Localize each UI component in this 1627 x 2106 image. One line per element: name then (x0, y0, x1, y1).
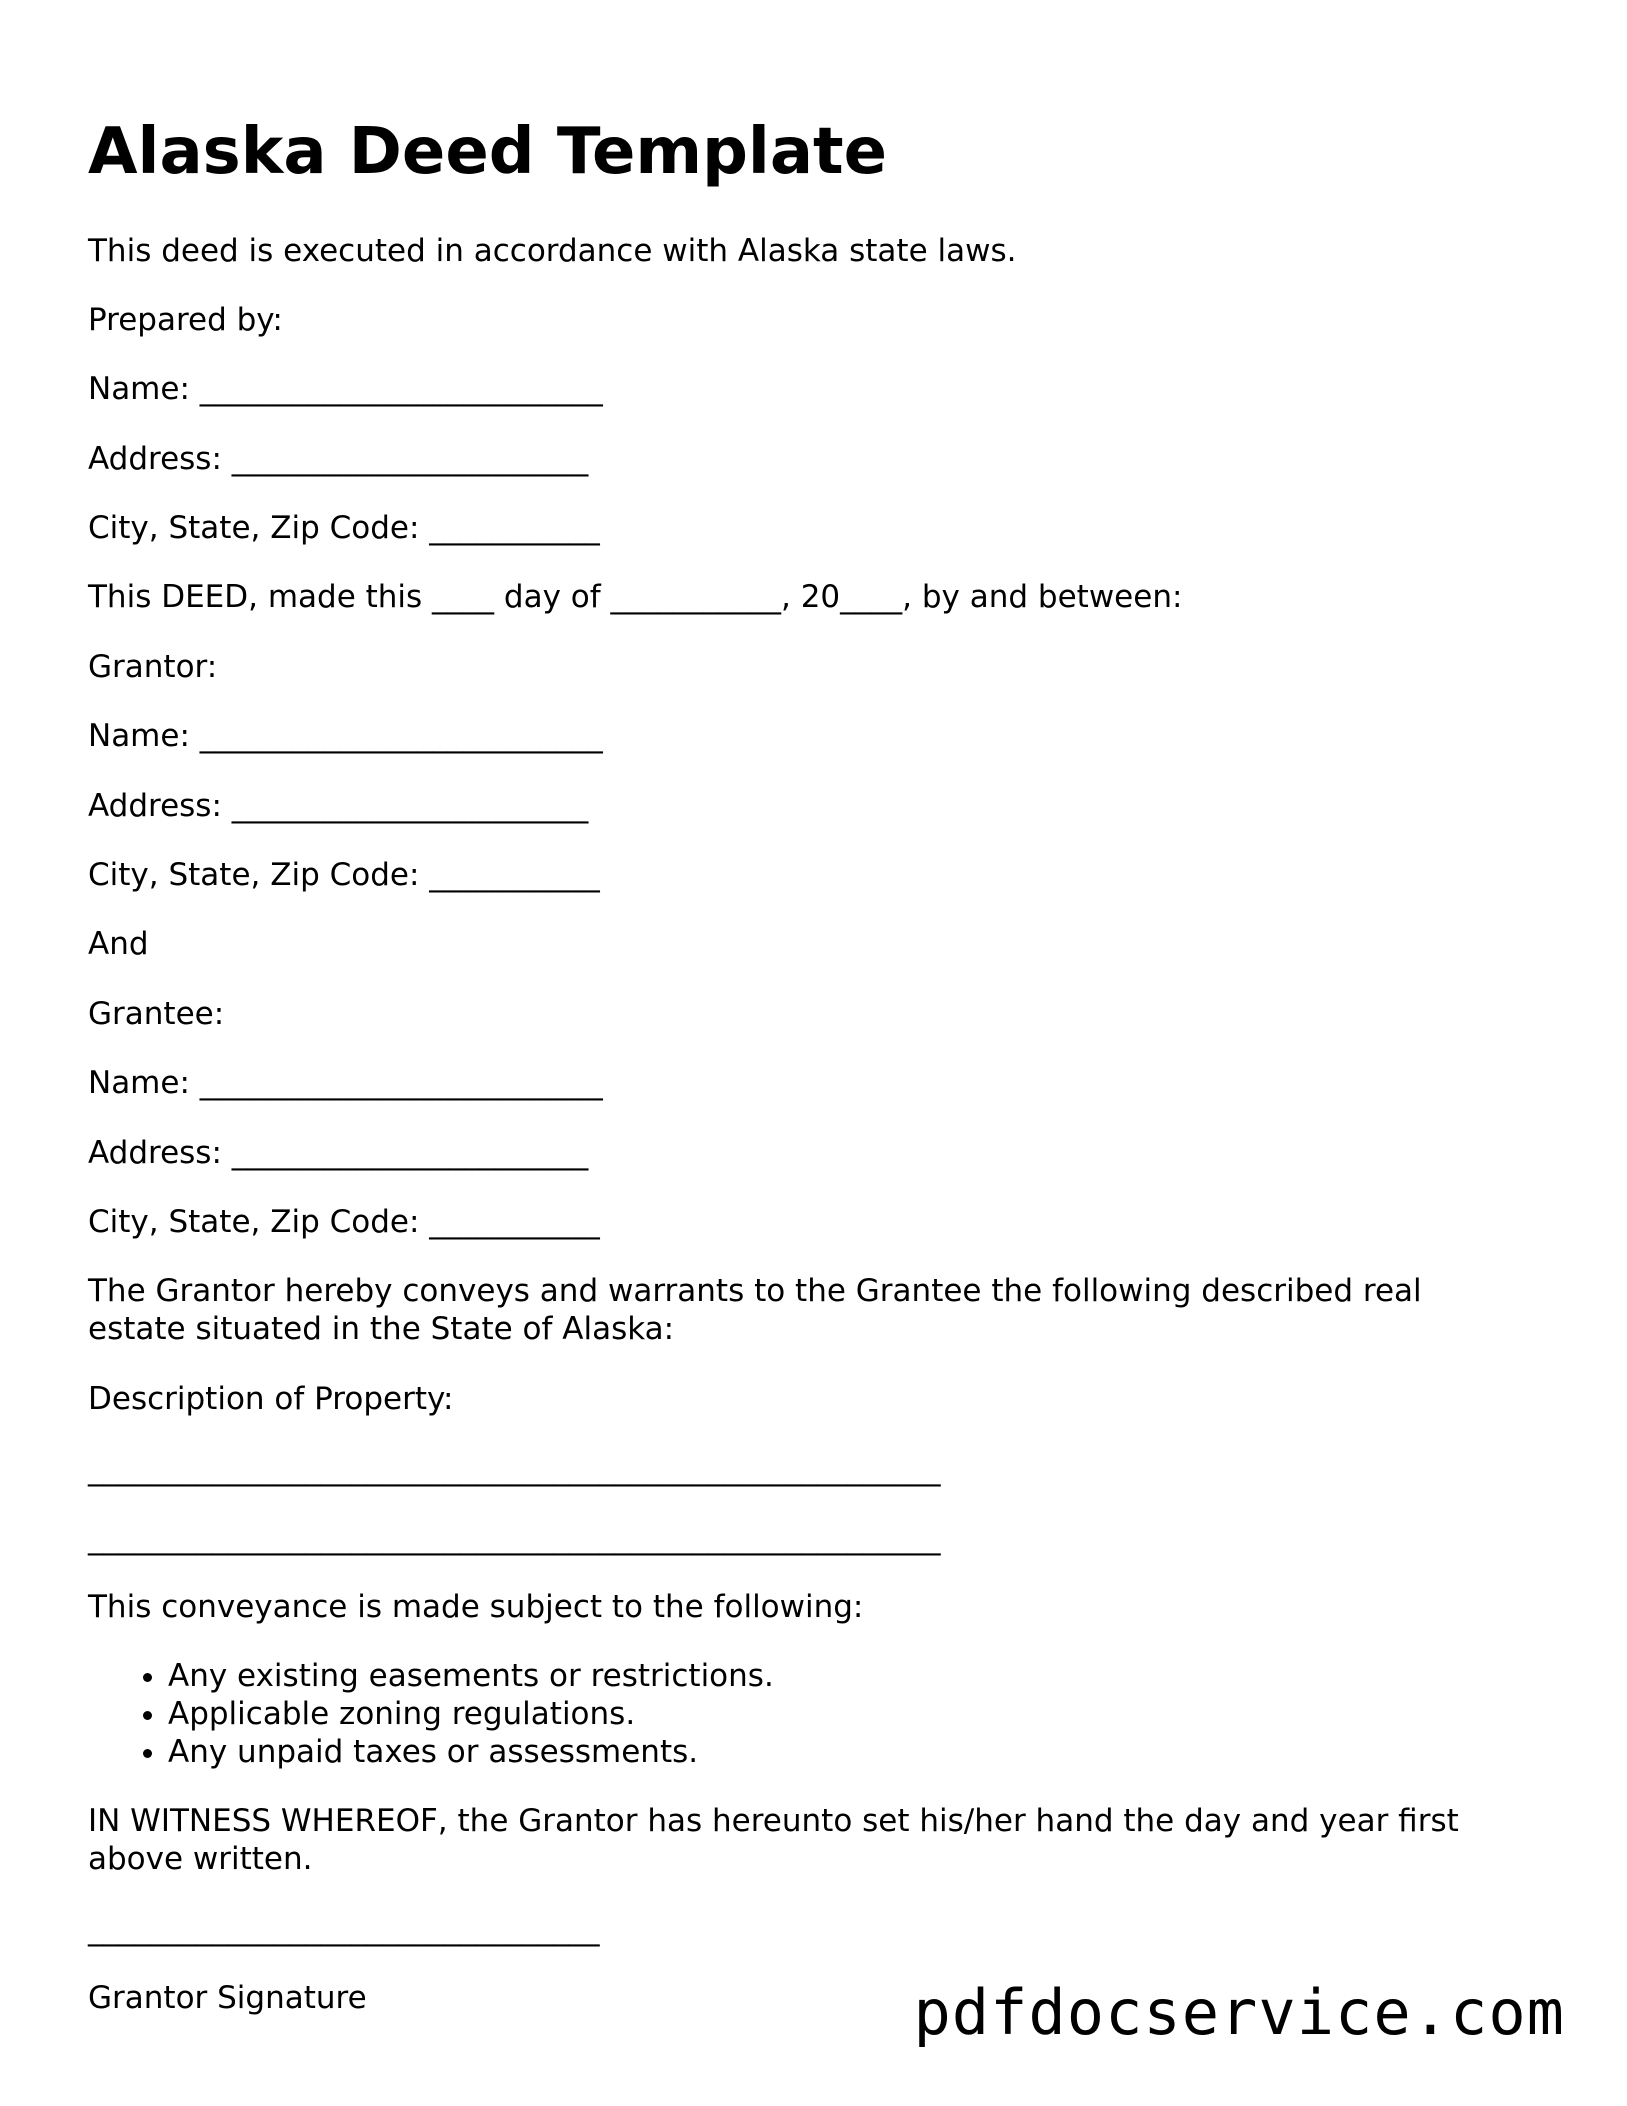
property-description-blank-2: _______________________________________________________ (88, 1520, 941, 1556)
prepared-by-address-field: Address: _______________________ (88, 441, 589, 477)
grantee-address-field: Address: _______________________ (88, 1135, 589, 1171)
grantee-name-field: Name: __________________________ (88, 1065, 603, 1101)
grantor-heading: Grantor: (88, 649, 218, 685)
page-title: Alaska Deed Template (88, 115, 887, 189)
watermark-text: pdfdocservice.com (913, 1976, 1565, 2049)
witness-text: IN WITNESS WHEREOF, the Grantor has hereunto set his/her hand the day and year first above written. (88, 1803, 1459, 1877)
grantor-address-field: Address: _______________________ (88, 788, 589, 824)
deed-date-line: This DEED, made this ____ day of ___________, 20____, by and between: (88, 579, 1183, 615)
property-description-blank-1: _______________________________________________________ (88, 1451, 941, 1487)
and-label: And (88, 926, 149, 962)
signature-label: Grantor Signature (88, 1980, 367, 2016)
prepared-by-heading: Prepared by: (88, 302, 283, 338)
condition-item: • Any existing easements or restrictions. (168, 1657, 774, 1695)
grantor-city-field: City, State, Zip Code: ___________ (88, 857, 600, 893)
grantee-heading: Grantee: (88, 996, 225, 1032)
condition-item: • Any unpaid taxes or assessments. (168, 1733, 774, 1771)
conditions-list (88, 1657, 774, 1771)
prepared-by-name-field: Name: __________________________ (88, 371, 603, 407)
property-description-heading: Description of Property: (88, 1381, 454, 1417)
intro-text: This deed is executed in accordance with Alaska state laws. (88, 233, 1017, 269)
prepared-by-city-field: City, State, Zip Code: ___________ (88, 510, 600, 546)
condition-item: • Applicable zoning regulations. (168, 1695, 774, 1733)
signature-line: _________________________________ (88, 1911, 600, 1947)
grantor-name-field: Name: __________________________ (88, 718, 603, 754)
subject-heading: This conveyance is made subject to the following: (88, 1589, 864, 1625)
grantee-city-field: City, State, Zip Code: ___________ (88, 1204, 600, 1240)
conveyance-text: The Grantor hereby conveys and warrants to the Grantee the following described real estate situated in the State of Alaska: (88, 1273, 1422, 1347)
